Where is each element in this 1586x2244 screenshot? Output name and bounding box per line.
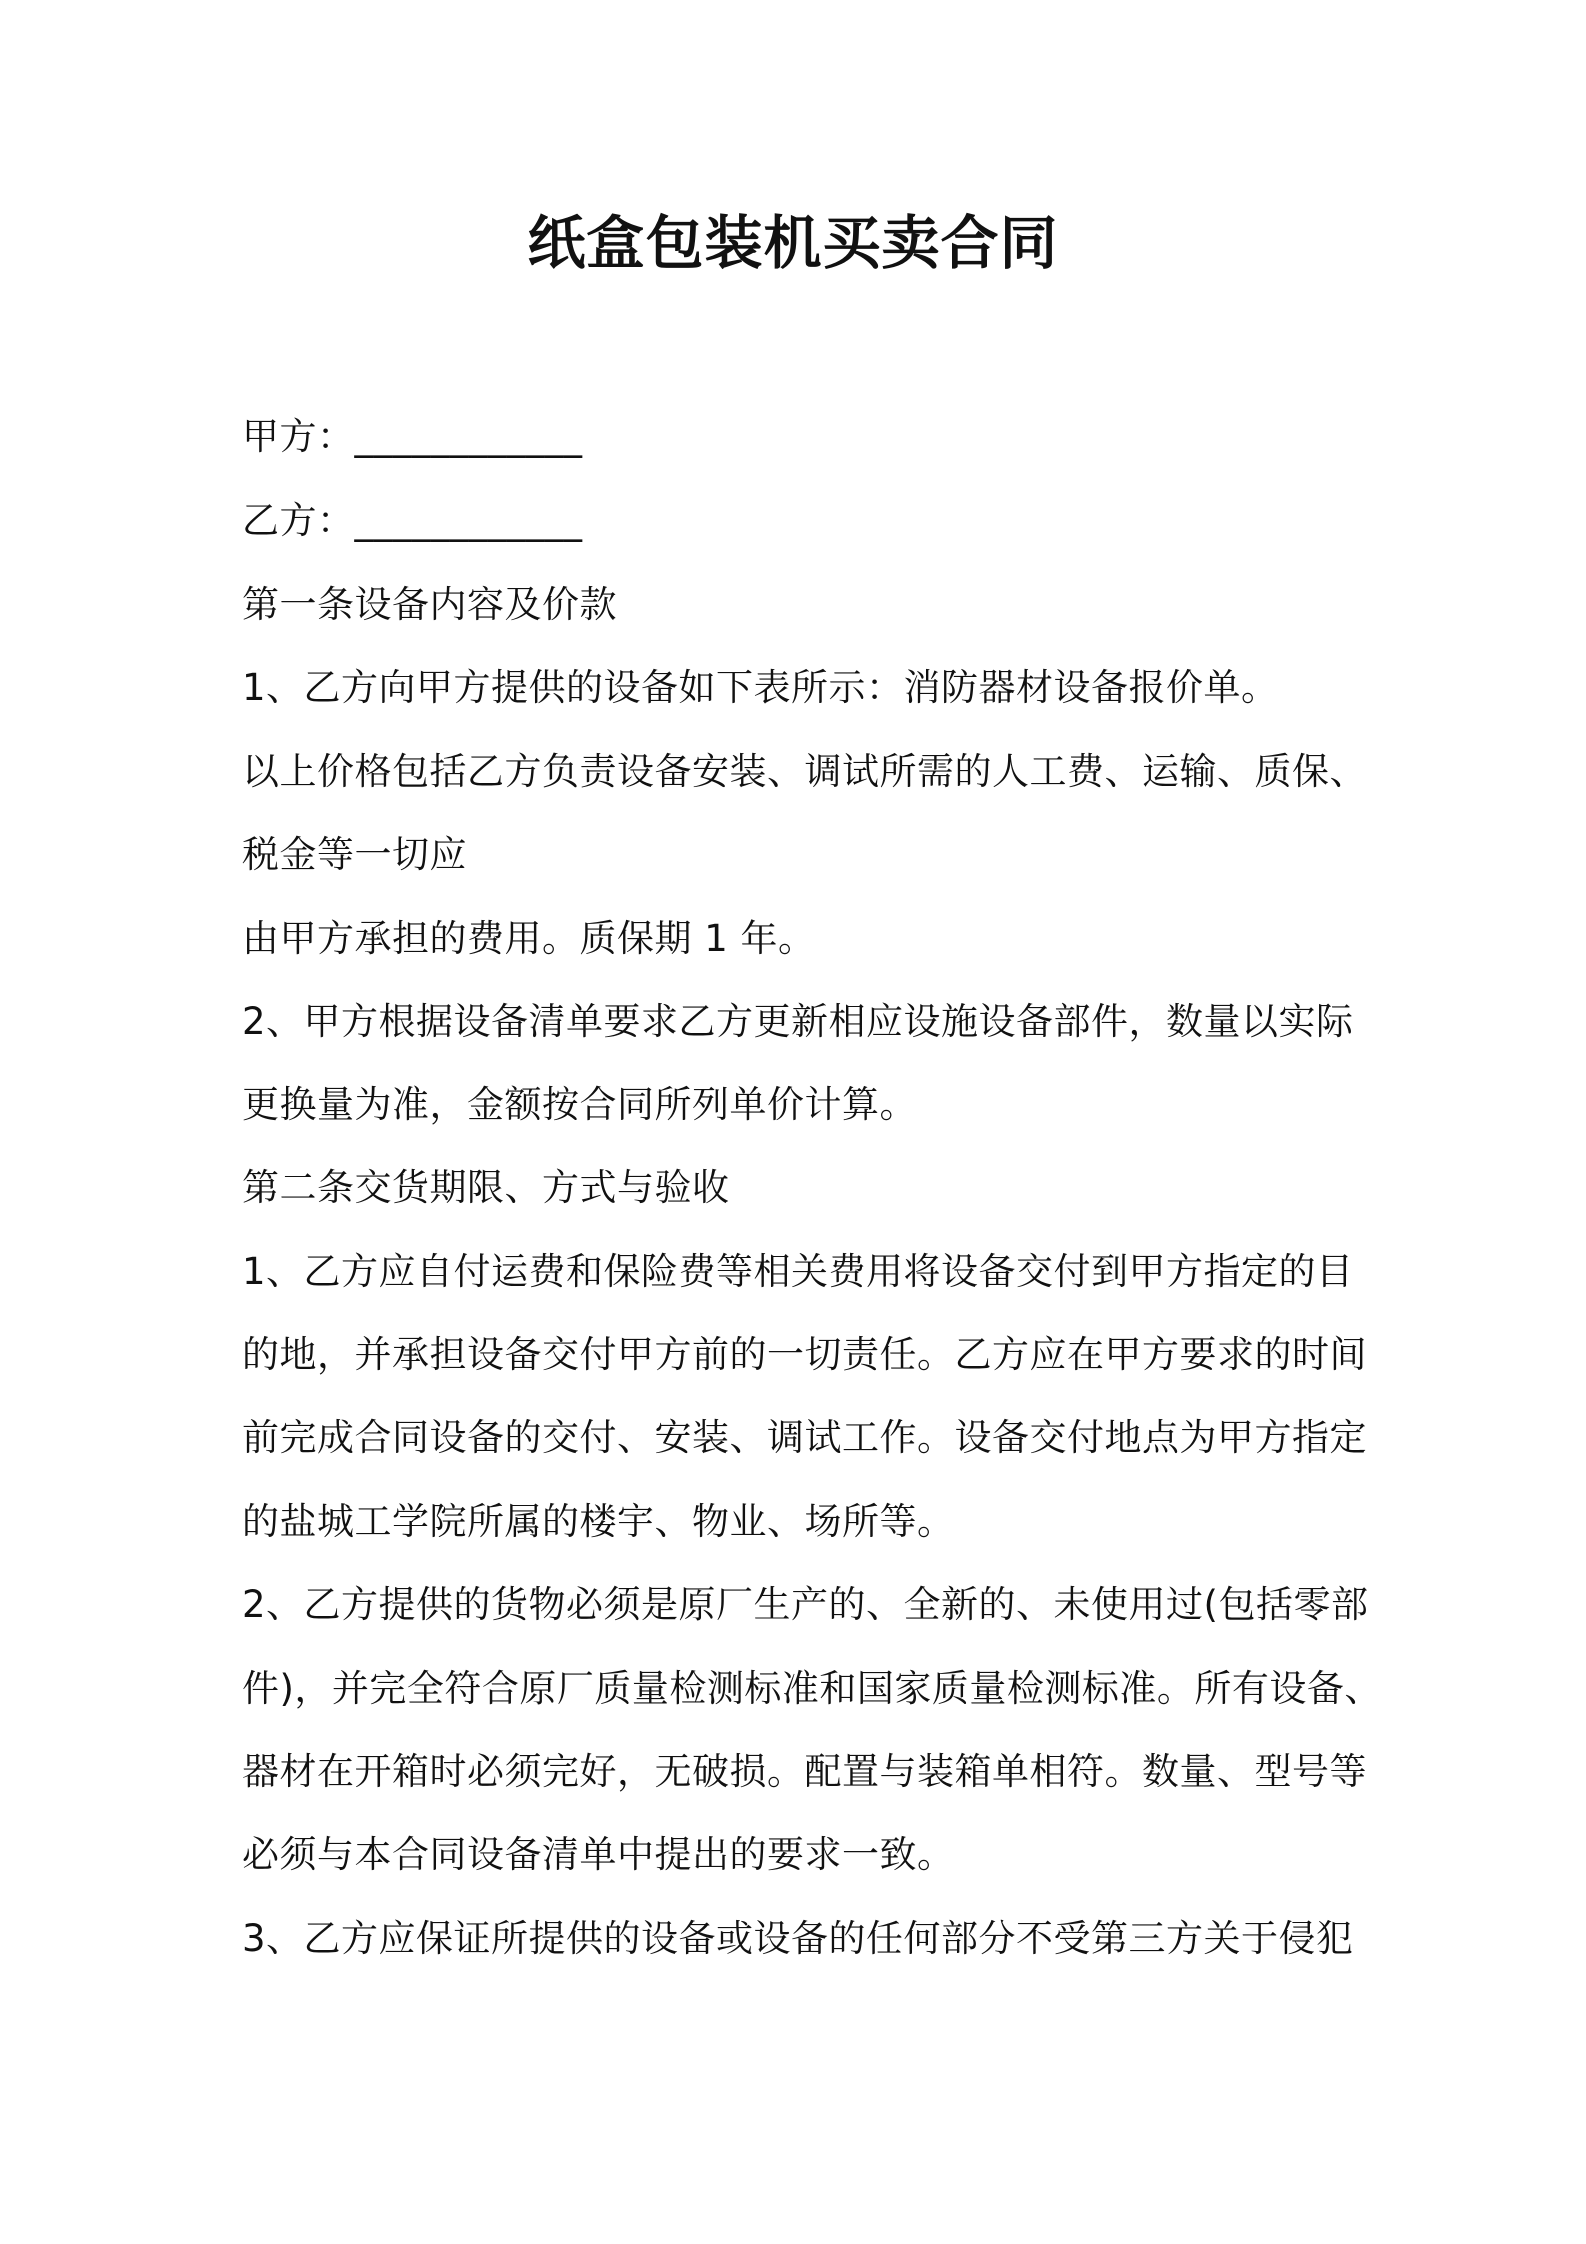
paragraph-line: 2、乙方提供的货物必须是原厂生产的、全新的、未使用过(包括零部 — [242, 1583, 1369, 1626]
paragraph-line: 更换量为准，金额按合同所列单价计算。 — [242, 1083, 917, 1126]
paragraph-line: 1、乙方向甲方提供的设备如下表所示：消防器材设备报价单。 — [242, 666, 1279, 709]
paragraph-line: 3、乙方应保证所提供的设备或设备的任何部分不受第三方关于侵犯 — [242, 1917, 1354, 1960]
party-a-line: 甲方：____________ — [242, 415, 583, 458]
party-b-line: 乙方：____________ — [242, 499, 583, 542]
paragraph-line: 件)，并完全符合原厂质量检测标准和国家质量检测标准。所有设备、 — [242, 1667, 1382, 1710]
paragraph-line: 税金等一切应 — [242, 833, 467, 876]
article-1-heading: 第一条设备内容及价款 — [242, 583, 617, 626]
paragraph-line: 2、甲方根据设备清单要求乙方更新相应设施设备部件，数量以实际 — [242, 1000, 1354, 1043]
paragraph-line: 前完成合同设备的交付、安装、调试工作。设备交付地点为甲方指定 — [242, 1416, 1367, 1459]
paragraph-line: 1、乙方应自付运费和保险费等相关费用将设备交付到甲方指定的目 — [242, 1250, 1354, 1293]
article-2-heading: 第二条交货期限、方式与验收 — [242, 1166, 730, 1209]
paragraph-line: 由甲方承担的费用。质保期 1 年。 — [242, 917, 816, 960]
document-title: 纸盒包装机买卖合同 — [527, 209, 1059, 277]
paragraph-line: 以上价格包括乙方负责设备安装、调试所需的人工费、运输、质保、 — [242, 750, 1367, 793]
paragraph-line: 器材在开箱时必须完好，无破损。配置与装箱单相符。数量、型号等 — [242, 1750, 1367, 1793]
paragraph-line: 的盐城工学院所属的楼宇、物业、场所等。 — [242, 1500, 955, 1543]
paragraph-line: 的地，并承担设备交付甲方前的一切责任。乙方应在甲方要求的时间 — [242, 1333, 1367, 1376]
paragraph-line: 必须与本合同设备清单中提出的要求一致。 — [242, 1833, 955, 1876]
